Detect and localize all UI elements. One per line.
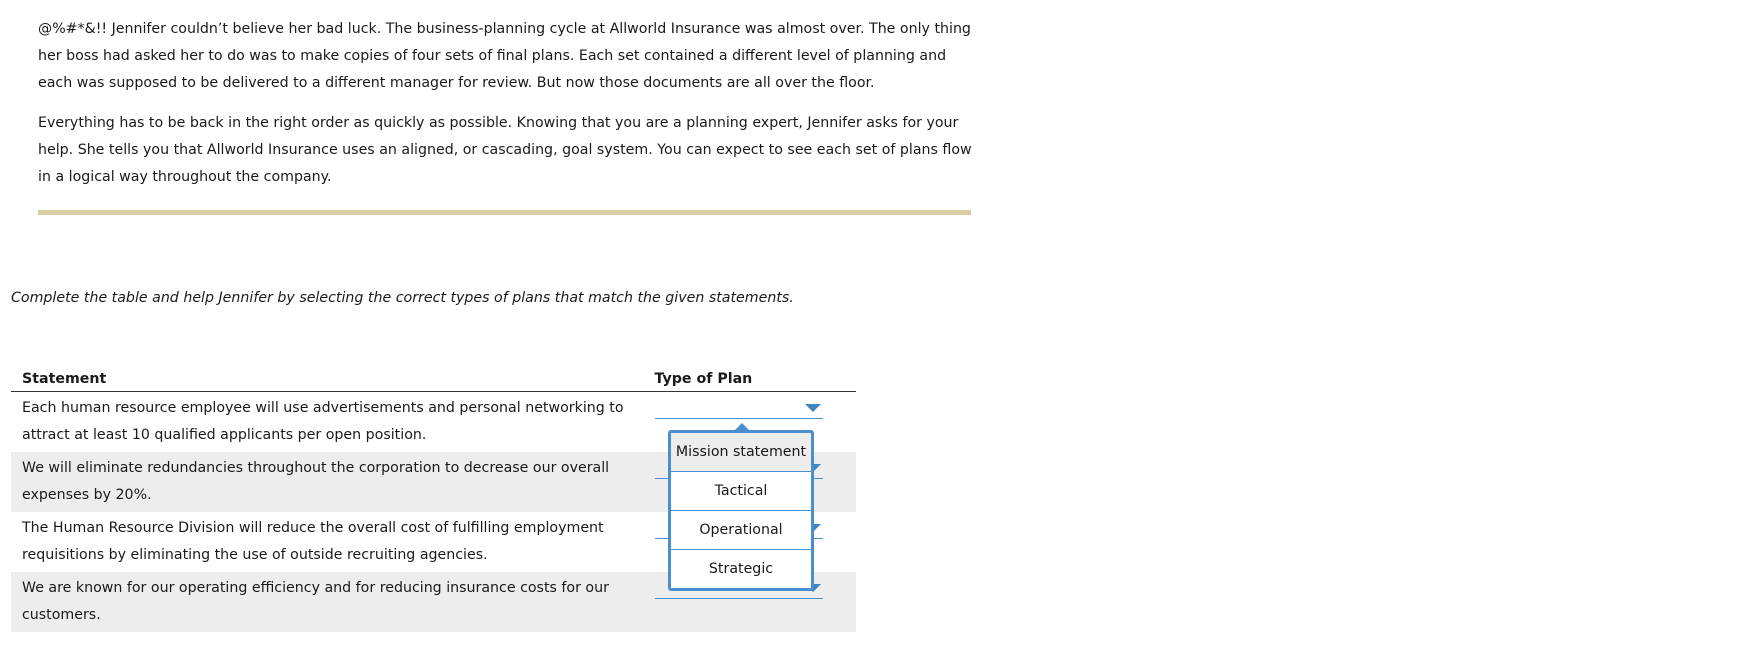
intro-text — [38, 16, 973, 204]
statement-cell: We will eliminate redundancies throughout the corporation to decrease our overall expenses by 20%. — [11, 452, 655, 512]
statement-header: Statement — [11, 367, 655, 392]
intro-paragraph-2: Everything has to be back in the right order as quickly as possible. Knowing that you are a planning expert, Jennifer asks for your help. She tells you that Allworld Insurance uses an aligned, or cascading, goal system. You can expect to see each set of plans flow in a logical way throughout the company. — [38, 115, 972, 185]
chevron-down-icon — [805, 404, 821, 412]
intro-paragraph-1: @%#*&!! Jennifer couldn’t believe her bad luck. The business-planning cycle at Allworld Insurance was almost over. The only thing her boss had asked her to do was to make copies of four sets of final plans. Each set contained a different level of planning and each was supposed to be delivered to a different manager for review. But now those documents are all over the floor. — [38, 21, 971, 91]
option-strategic[interactable]: Strategic — [708, 561, 774, 577]
plan-type-dropdown-1[interactable] — [655, 398, 823, 419]
statement-cell: Each human resource employee will use advertisements and personal networking to attract at least 10 qualified applicants per open position. — [22, 400, 624, 443]
instruction-text: Complete the table and help Jennifer by selecting the correct types of plans that match the given statements. — [11, 290, 794, 306]
option-tactical[interactable]: Tactical — [671, 472, 811, 511]
option-mission-statement[interactable]: Mission statement — [671, 433, 811, 472]
plan-type-options-popup — [668, 430, 814, 591]
statement-cell: We are known for our operating efficiency and for reducing insurance costs for our customers. — [11, 572, 655, 632]
option-operational[interactable]: Operational — [671, 511, 811, 550]
popup-pointer-icon — [733, 423, 751, 432]
type-of-plan-header: Type of Plan — [655, 367, 856, 392]
statement-cell: The Human Resource Division will reduce the overall cost of fulfilling employment requisitions by eliminating the use of outside recruiting agencies. — [22, 520, 604, 563]
divider — [38, 210, 971, 215]
